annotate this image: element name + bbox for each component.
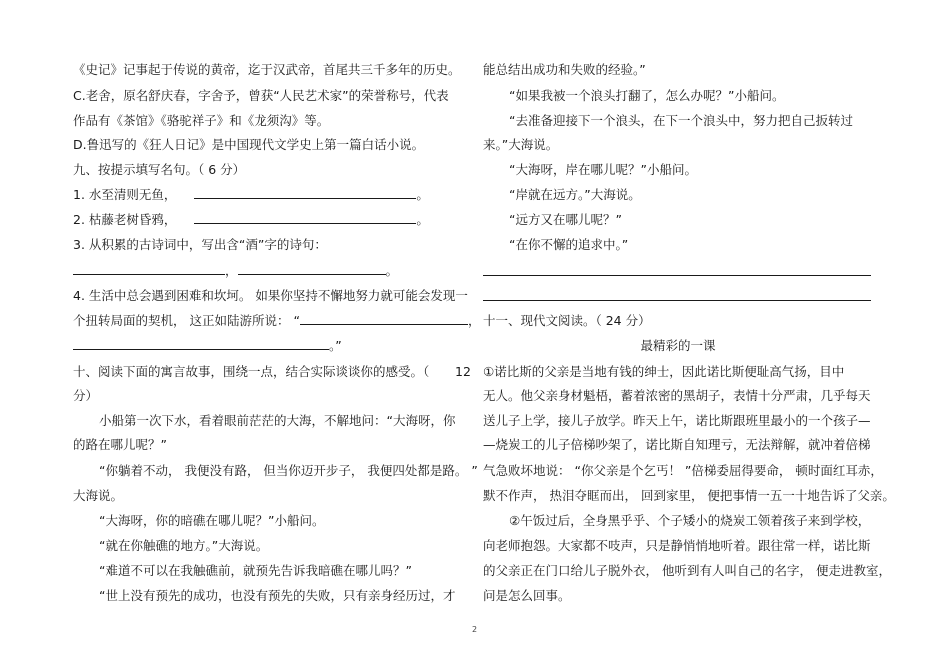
- punct: ，: [467, 313, 481, 328]
- fable-paragraph: 的路在哪儿呢？”: [73, 437, 167, 452]
- fable-paragraph: 能总结出成功和失败的经验。”: [483, 62, 646, 77]
- question-1-label: 1. 水至清则无鱼，: [73, 187, 177, 202]
- story-title: 最精彩的一课: [640, 338, 716, 353]
- section-9-title: 九、按提示填写名句。（ 6 分）: [73, 162, 246, 177]
- option-c-line2: 作品有《茶馆》《骆驼祥子》和《龙须沟》等。: [73, 113, 330, 128]
- question-2-label: 2. 枯藤老树昏鸦，: [73, 212, 177, 227]
- text-line: 《史记》记事起于传说的黄帝，迄于汉武帝，首尾共三千多年的历史。: [73, 62, 461, 77]
- story-paragraph: 的父亲正在门口给儿子脱外衣， 他听到有人叫自己的名字， 便走进教室，: [483, 563, 891, 578]
- fable-paragraph: “去准备迎接下一个浪头，在下一个浪头中，努力把自己扳转过: [509, 113, 853, 128]
- question-1: [73, 187, 429, 203]
- question-3: 3. 从积累的古诗词中，写出含“酒”字的诗句：: [73, 237, 327, 252]
- question-4-text: 个扭转局面的契机， 这正如陆游所说： “: [73, 313, 300, 328]
- fable-paragraph: 来。”大海说。: [483, 137, 559, 152]
- fable-paragraph: 小船第一次下水，看着眼前茫茫的大海，不解地问：“大海呀，你: [99, 413, 456, 428]
- story-paragraph: 默不作声， 热泪夺眶而出， 回到家里， 便把事情一五一十地告诉了父亲。: [483, 488, 895, 503]
- punct: 。: [416, 187, 429, 202]
- section-10-title: 十、阅读下面的寓言故事，围绕一点，结合实际谈谈你的感受。（: [73, 364, 430, 379]
- answer-line[interactable]: [483, 275, 871, 276]
- punct: ，: [225, 263, 238, 278]
- story-paragraph: ①诺比斯的父亲是当地有钱的绅士，因此诺比斯便耻高气扬，目中: [483, 364, 845, 379]
- fable-paragraph: 大海说。: [73, 488, 124, 503]
- answer-blank[interactable]: [73, 263, 225, 275]
- page-number: 2: [472, 625, 478, 634]
- story-paragraph: —烧炭工的儿子倍梯吵架了，诺比斯自知理亏，无法辩解，就冲着倍梯: [483, 437, 871, 452]
- fable-paragraph: “世上没有预先的成功，也没有预先的失败，只有亲身经历过，才: [99, 588, 456, 603]
- story-paragraph: 气急败坏地说： “你父亲是个乞丐！ ”倍梯委屈得要命， 顿时面红耳赤，: [483, 463, 883, 478]
- section-10-score-unit: 分）: [73, 388, 99, 403]
- option-d: D.鲁迅写的《狂人日记》是中国现代文学史上第一篇白话小说。: [73, 137, 425, 152]
- fable-paragraph: “岸就在远方。”大海说。: [509, 187, 641, 202]
- answer-blank[interactable]: [194, 212, 416, 224]
- answer-blank[interactable]: [194, 187, 416, 199]
- story-paragraph: 问是怎么回事。: [483, 588, 571, 603]
- option-c-line1: C.老舍，原名舒庆春，字舍予，曾获“人民艺术家”的荣誉称号，代表: [73, 88, 449, 103]
- fable-paragraph: “在你不懈的追求中。”: [509, 237, 629, 252]
- story-paragraph: 送儿子上学，接儿子放学。昨天上午，诺比斯跟班里最小的一个孩子—: [483, 413, 871, 428]
- fable-paragraph: “如果我被一个浪头打翻了，怎么办呢？”小船问。: [509, 88, 785, 103]
- story-paragraph: ②午饭过后，全身黑乎乎、个子矮小的烧炭工领着孩子来到学校，: [509, 513, 871, 528]
- section-11-title: 十一、现代文阅读。（ 24 分）: [483, 313, 651, 328]
- question-4-line2: [73, 313, 480, 329]
- punct: 。”: [329, 338, 342, 353]
- fable-paragraph: “大海呀，岸在哪儿呢？”小船问。: [509, 162, 697, 177]
- answer-line[interactable]: [483, 300, 871, 301]
- fable-paragraph: “远方又在哪儿呢？”: [509, 212, 622, 227]
- question-4-line1: 4. 生活中总会遇到困难和坎坷。 如果你坚持不懈地努力就可能会发现一: [73, 288, 468, 303]
- question-2: [73, 212, 429, 228]
- fable-paragraph: “你躺着不动， 我便没有路， 但当你迈开步子， 我便四处都是路。 ”: [99, 463, 478, 478]
- question-3-answer: [73, 263, 398, 279]
- section-10-score: 12: [455, 364, 471, 379]
- answer-blank[interactable]: [238, 263, 386, 275]
- story-paragraph: 向老师抱怨。大家都不吱声，只是静悄悄地听着。跟往常一样，诺比斯: [483, 538, 871, 553]
- punct: 。: [385, 263, 399, 278]
- answer-blank[interactable]: [73, 338, 329, 350]
- fable-paragraph: “大海呀，你的暗礁在哪儿呢？”小船问。: [99, 513, 325, 528]
- story-paragraph: 无人。他父亲身材魁梧，蓄着浓密的黑胡子，表情十分严肃，几乎每天: [483, 388, 871, 403]
- question-4-line3: [73, 338, 342, 354]
- fable-paragraph: “难道不可以在我触礁前，就预先告诉我暗礁在哪儿吗？”: [99, 563, 412, 578]
- answer-blank[interactable]: [300, 313, 468, 325]
- punct: 。: [416, 212, 429, 227]
- fable-paragraph: “就在你触礁的地方。”大海说。: [99, 538, 269, 553]
